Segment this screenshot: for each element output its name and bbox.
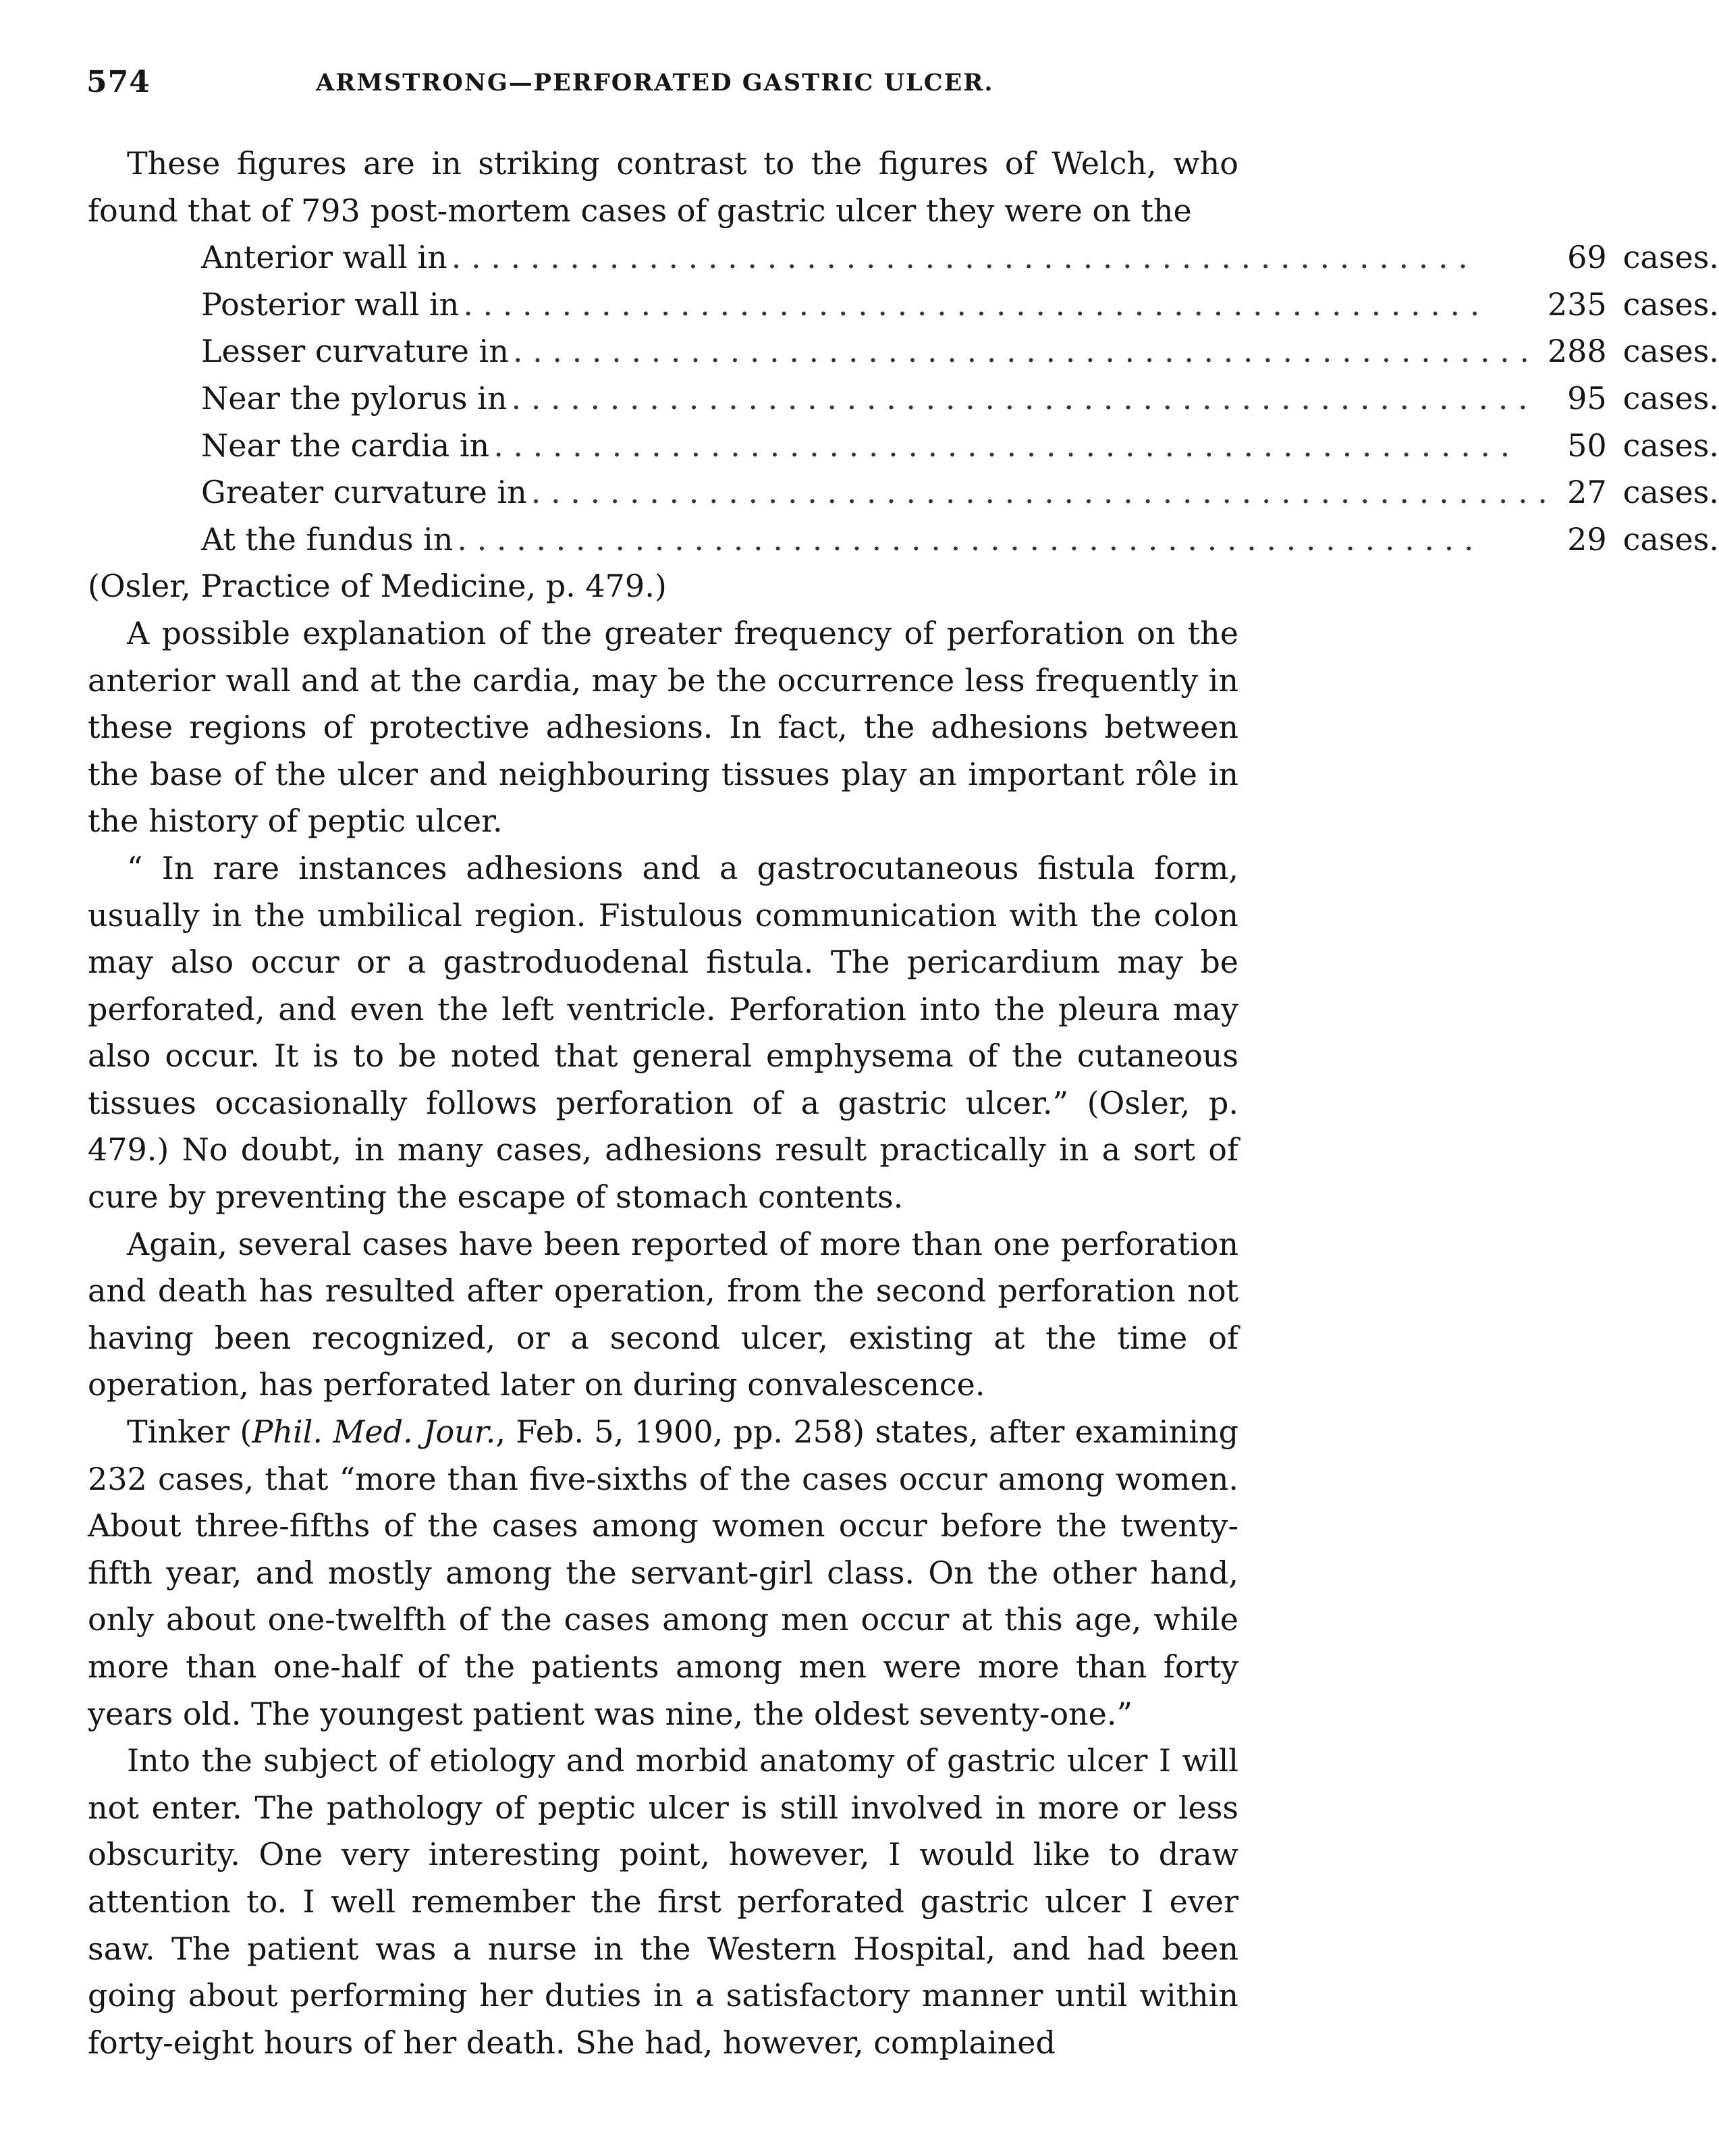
table-row [201, 234, 1719, 281]
case-count: 69 [1567, 239, 1607, 276]
dot-leader: . . . . . . . . . . . . . . . . . . . . . . . . . . . . . . . . . . . . . . . . . . . . . . . . . . . . [512, 333, 1529, 370]
table-row [201, 469, 1719, 516]
case-unit: cases. [1622, 379, 1719, 416]
ulcer-location-table [201, 234, 1719, 563]
multiple-perforation-paragraph: Again, several cases have been reported of more than one perforation and death has resulted after operation, from the second perforation not having been recognized, or a second ulcer, existing at the time of operation, has perforated later on during convalescence. [88, 1225, 1238, 1403]
case-count: 288 [1547, 333, 1607, 370]
tinker-paragraph: Tinker (Phil. Med. Jour., Feb. 5, 1900, pp. 258) states, after examining 232 cases, that “more than five-sixths of the cases occur among women. About three-fifths of the cases among women occur before the twenty-fifth year, and mostly among the servant-girl class. On the other hand, only about one-twelfth of the cases among men occur at this age, while more than one-half of the patients among men were more than forty years old. The youngest patient was nine, the oldest seventy-one.” [88, 1413, 1239, 1732]
table-row [201, 281, 1719, 329]
location-label: Posterior wall in [201, 286, 463, 323]
tinker-statement: , Feb. 5, 1900, pp. 258) states, after examining 232 cases, that “more than five-sixths of the cases occur among women. About three-fifths of the cases among women occur before the twenty-fifth year, and mostly among the servant-girl class. On the other hand, only about one-twelfth of the cases among men occur at this age, while more than one-half of the patients among men were more than forty years old. The youngest patient was nine, the oldest seventy-one.” [88, 1413, 1239, 1732]
dot-leader: . . . . . . . . . . . . . . . . . . . . . . . . . . . . . . . . . . . . . . . . . . . . . . . . . . . . [463, 286, 1480, 323]
location-label: Near the pylorus in [201, 380, 512, 416]
dot-leader: . . . . . . . . . . . . . . . . . . . . . . . . . . . . . . . . . . . . . . . . . . . . . . . . . . . . [493, 427, 1510, 464]
adhesions-paragraph: A possible explanation of the greater frequency of perforation on the anterior wall and at the cardia, may be the occurrence less frequently in these regions of protective adhesions. In fact, the adhesions between the base of the ulcer and neighbouring tissues play an important rôle in the history of peptic ulcer. [88, 614, 1238, 840]
table-row [201, 375, 1719, 423]
running-head [86, 65, 1247, 105]
location-label: At the fundus in [201, 521, 457, 558]
journal-title: Phil. Med. Jour. [252, 1413, 496, 1451]
table-row [201, 423, 1719, 470]
case-unit: cases. [1622, 239, 1719, 276]
page-number: 574 [86, 65, 151, 99]
case-count: 27 [1567, 474, 1607, 511]
dot-leader: . . . . . . . . . . . . . . . . . . . . . . . . . . . . . . . . . . . . . . . . . . . . . . . . . . . . [457, 520, 1474, 558]
citation: (Osler, Practice of Medicine, p. 479.) [88, 568, 667, 605]
case-unit: cases. [1622, 427, 1719, 464]
location-label: Greater curvature in [201, 474, 531, 510]
location-label: Near the cardia in [201, 427, 493, 464]
location-label: Lesser curvature in [201, 333, 513, 369]
dot-leader: . . . . . . . . . . . . . . . . . . . . . . . . . . . . . . . . . . . . . . . . . . . . . . . . . . . . [451, 239, 1468, 276]
body-text [88, 140, 1719, 2066]
case-unit: cases. [1622, 474, 1719, 511]
final-paragraph: Into the subject of etiology and morbid anatomy of gastric ulcer I will not enter. The pathology of peptic ulcer is still involved in more or less obscurity. One very interesting point, however, I would like to draw attention to. I well remember the first perforated gastric ulcer I ever saw. The patient was a nurse in the Western Hospital, and had been going about performing her duties in a satisfactory manner until within forty-eight hours of her death. She had, however, complained [88, 1742, 1238, 2061]
case-count: 29 [1567, 520, 1607, 558]
intro-paragraph: These figures are in striking contrast to the figures of Welch, who found that of 793 post-mortem cases of gastric ulcer they were on the [88, 145, 1238, 229]
location-label: Anterior wall in [201, 239, 452, 275]
osler-quote-paragraph: “ In rare instances adhesions and a gastrocutaneous fistula form, usually in the umbilical region. Fistulous communication with the colon may also occur or a gastroduodenal fistula. The pericardium may be perforated, and even the left ventricle. Perforation into the pleura may also occur. It is to be noted that general emphysema of the cutaneous tissues occasionally follows perforation of a gastric ulcer.” (Osler, p. 479.) No doubt, in many cases, adhesions result practically in a sort of cure by preventing the escape of stomach contents. [88, 849, 1238, 1216]
table-row [201, 516, 1719, 564]
case-unit: cases. [1622, 333, 1719, 370]
case-count: 50 [1567, 427, 1607, 464]
tinker-author: Tinker [127, 1413, 230, 1451]
case-unit: cases. [1622, 286, 1719, 323]
case-count: 95 [1567, 379, 1607, 416]
dot-leader: . . . . . . . . . . . . . . . . . . . . . . . . . . . . . . . . . . . . . . . . . . . . . . . . . . . . [530, 474, 1548, 511]
table-row [201, 328, 1719, 375]
running-title: ARMSTRONG—PERFORATED GASTRIC ULCER. [316, 69, 994, 97]
case-count: 235 [1547, 286, 1607, 323]
case-unit: cases. [1622, 520, 1719, 558]
dot-leader: . . . . . . . . . . . . . . . . . . . . . . . . . . . . . . . . . . . . . . . . . . . . . . . . . . . . [511, 379, 1528, 416]
